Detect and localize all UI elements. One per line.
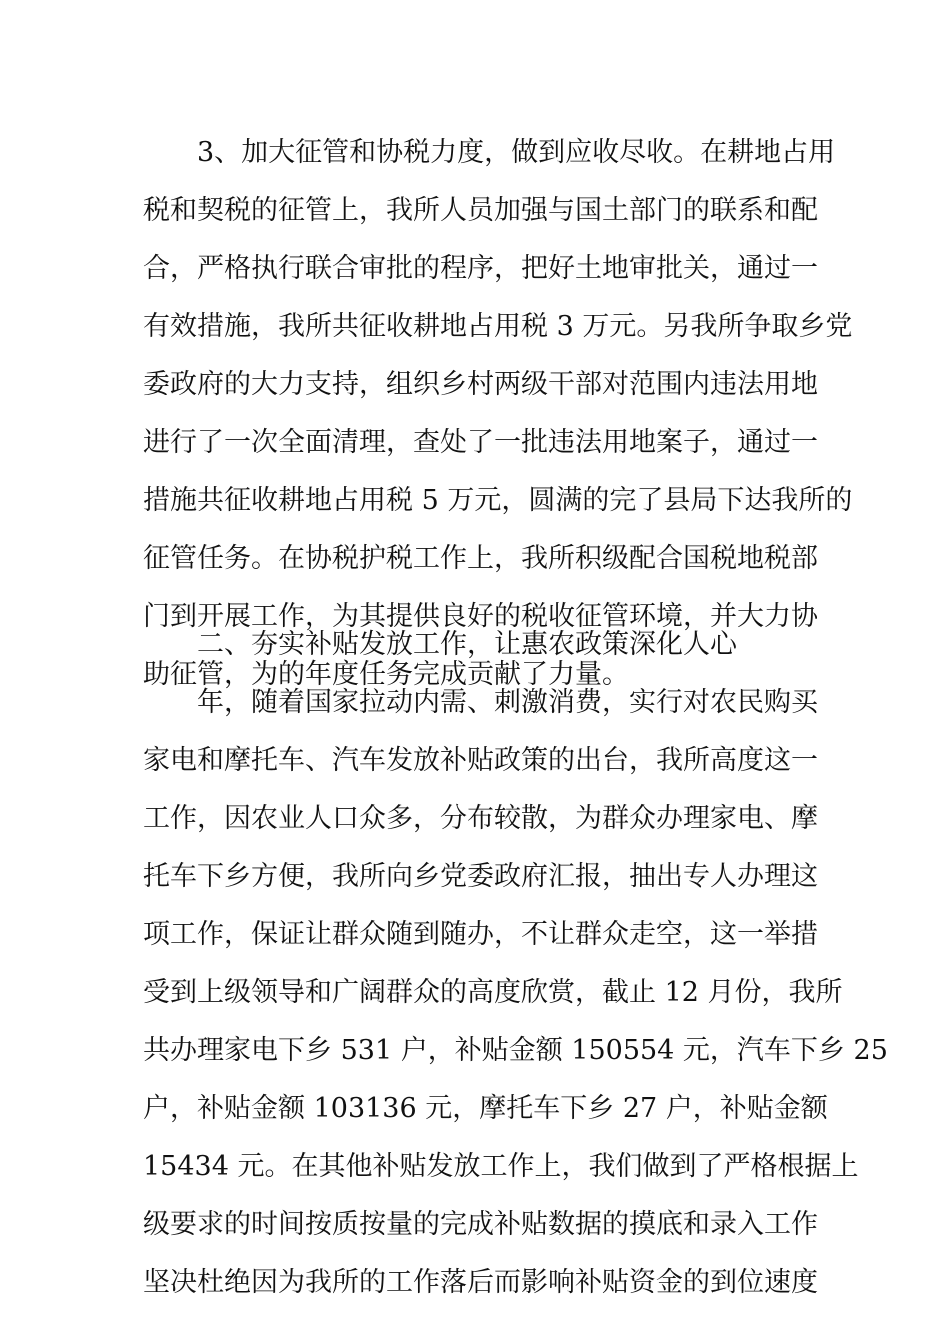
paragraph-line: 项工作，保证让群众随到随办，不让群众走空，这一举措 [143, 919, 818, 950]
paragraph-line: 门到开展工作，为其提供良好的税收征管环境，并大力协 [143, 601, 818, 632]
paragraph-subsidy [143, 674, 888, 1312]
paragraph-line: 征管任务。在协税护税工作上，我所积级配合国税地税部 [143, 543, 818, 574]
paragraph-line: 坚决杜绝因为我所的工作落后而影响补贴资金的到位速度 [143, 1267, 818, 1298]
paragraph-line: 进行了一次全面清理，查处了一批违法用地案子，通过一 [143, 427, 818, 458]
paragraph-line: 措施共征收耕地占用税 5 万元，圆满的完了县局下达我所的 [143, 485, 853, 516]
paragraph-line: 委政府的大力支持，组织乡村两级干部对范围内违法用地 [143, 369, 818, 400]
paragraph-line: 合，严格执行联合审批的程序，把好土地审批关，通过一 [143, 253, 818, 284]
paragraph-line: 托车下乡方便，我所向乡党委政府汇报，抽出专人办理这 [143, 861, 818, 892]
paragraph-line: 15434 元。在其他补贴发放工作上，我们做到了严格根据上 [143, 1151, 859, 1182]
paragraph-line: 税和契税的征管上，我所人员加强与国土部门的联系和配 [143, 195, 818, 226]
section-heading-line: 二、夯实补贴发放工作，让惠农政策深化人心 [197, 629, 737, 660]
paragraph-line: 受到上级领导和广阔群众的高度欣赏，截止 12 月份，我所 [143, 977, 843, 1008]
paragraph-line: 有效措施，我所共征收耕地占用税 3 万元。另我所争取乡党 [143, 311, 853, 342]
paragraph-line: 共办理家电下乡 531 户，补贴金额 150554 元，汽车下乡 25 [143, 1035, 888, 1066]
paragraph-line: 助征管，为的年度任务完成贡献了力量。 [143, 659, 629, 690]
paragraph-line: 3、加大征管和协税力度，做到应收尽收。在耕地占用 [197, 137, 836, 168]
paragraph-line: 家电和摩托车、汽车发放补贴政策的出台，我所高度这一 [143, 745, 818, 776]
paragraph-line: 户，补贴金额 103136 元，摩托车下乡 27 户，补贴金额 [143, 1093, 828, 1124]
paragraph-line: 年，随着国家拉动内需、刺激消费，实行对农民购买 [197, 687, 818, 718]
paragraph-line: 工作，因农业人口众多，分布较散，为群众办理家电、摩 [143, 803, 818, 834]
section-heading [143, 616, 809, 674]
paragraph-line: 级要求的时间按质按量的完成补贴数据的摸底和录入工作 [143, 1209, 818, 1240]
